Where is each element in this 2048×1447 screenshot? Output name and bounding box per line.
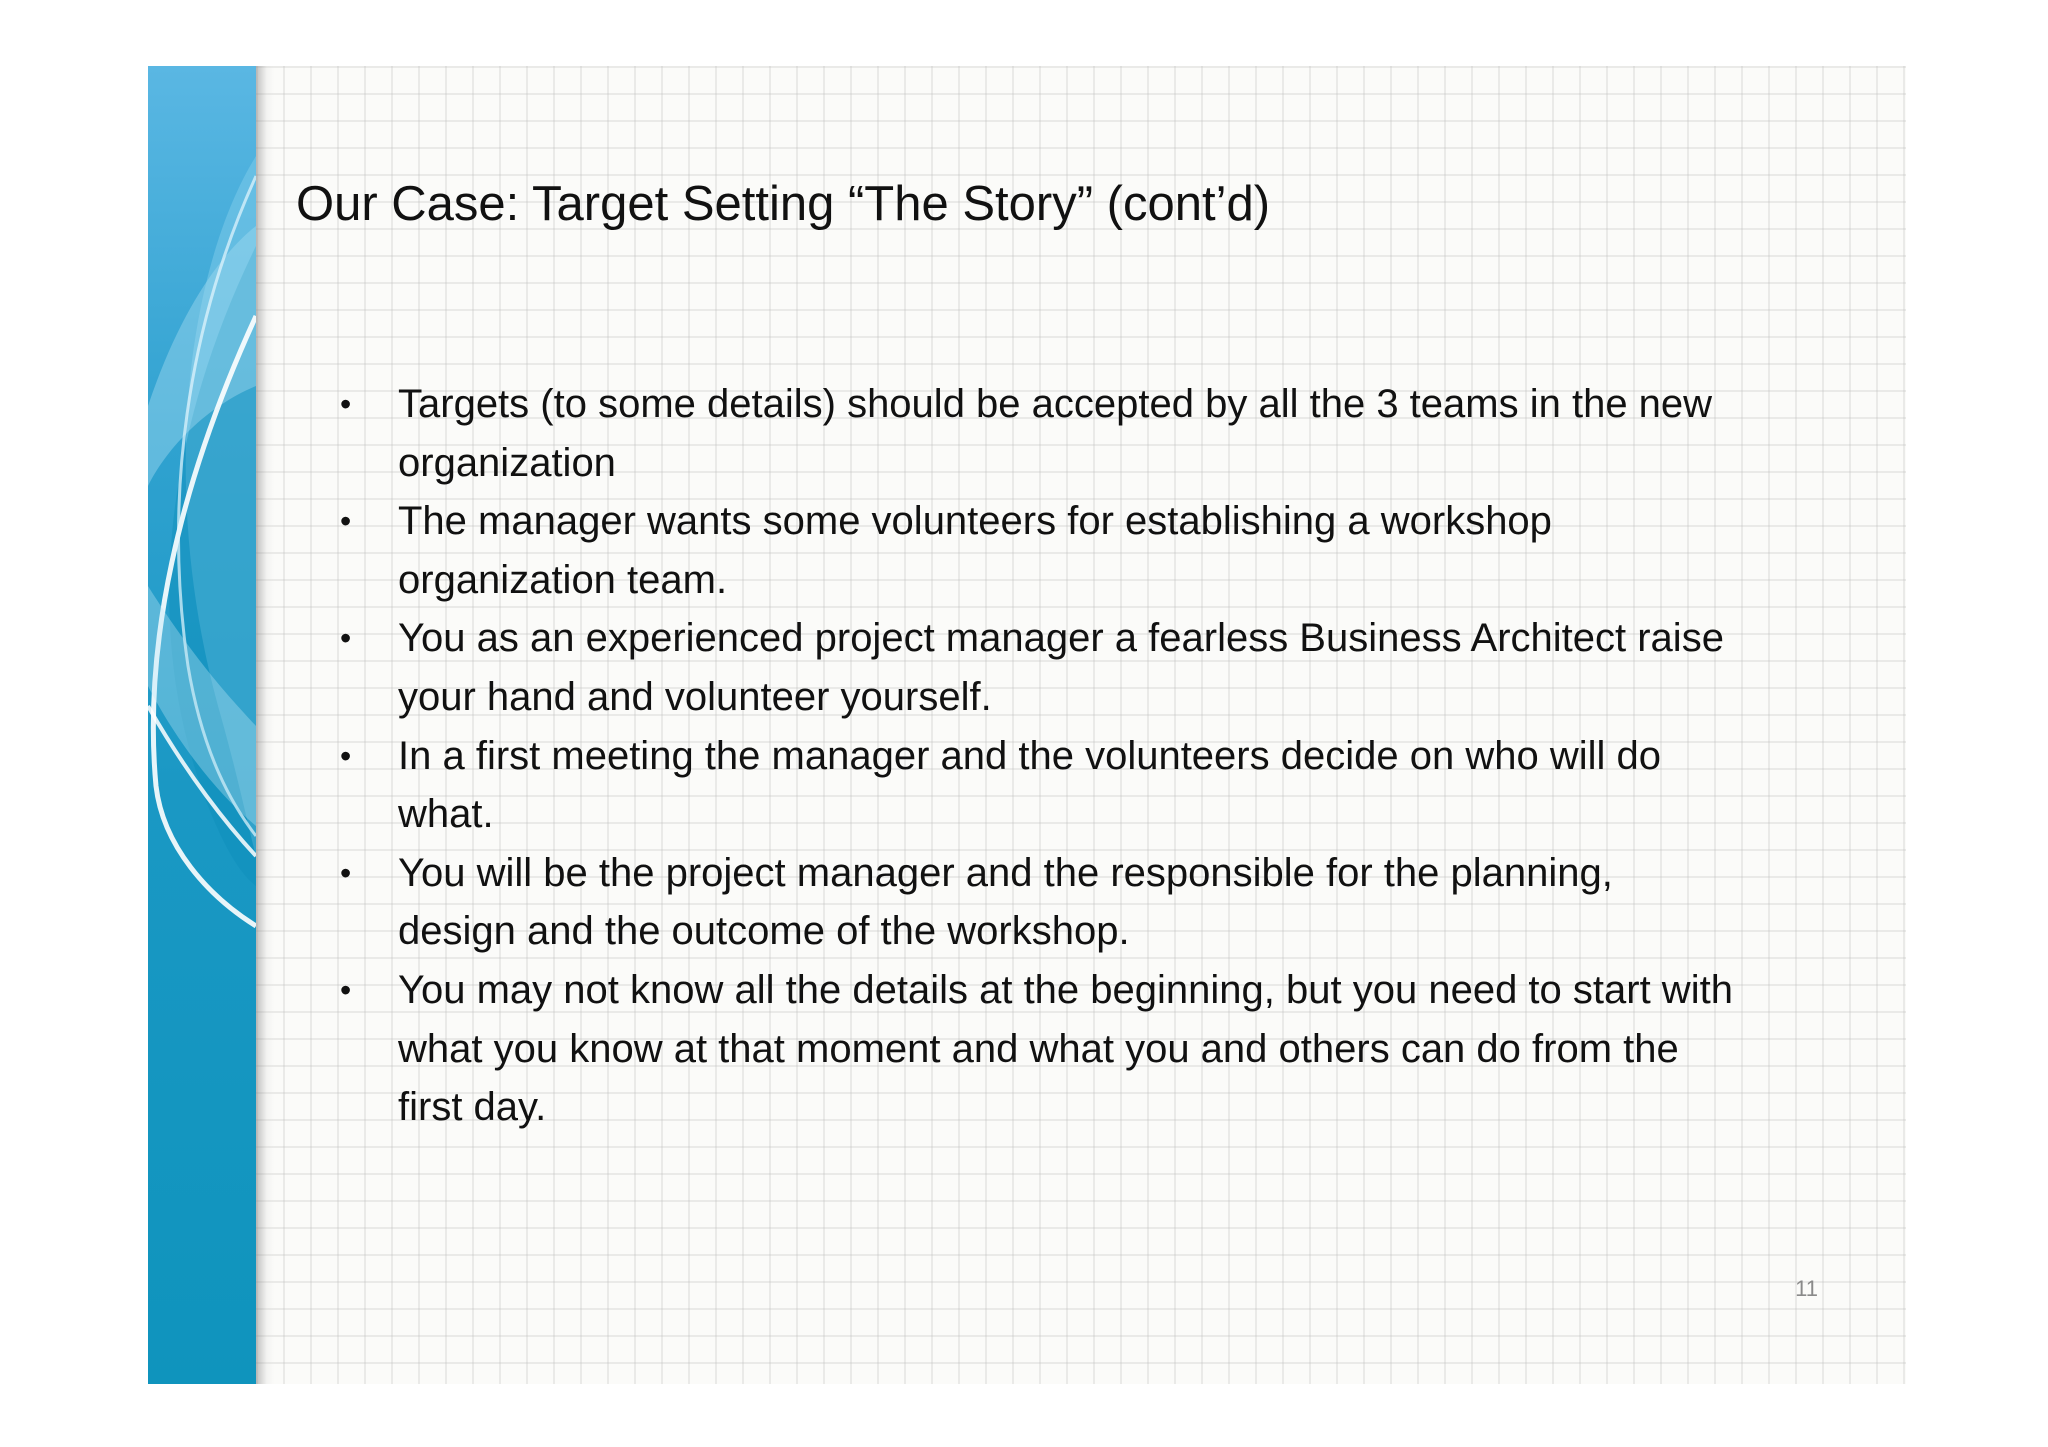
list-item [340,609,1740,726]
bullet-list [340,375,1740,1137]
band-shadow [256,66,274,1384]
bullet-text: You as an experienced project manager a fearless Business Architect raise your hand and volunteer yourself. [398,616,1724,719]
page-number: 11 [1795,1276,1818,1301]
bullet-text: You may not know all the details at the beginning, but you need to start with what you know at that moment and what you and others can do from the first day. [398,967,1733,1130]
bullet-icon: • [340,737,352,774]
list-item [340,961,1740,1137]
list-item [340,844,1740,961]
bullet-icon: • [340,971,352,1008]
bullet-text: You will be the project manager and the responsible for the planning, design and the outcome of the workshop. [398,850,1613,954]
bullet-text: Targets (to some details) should be accepted by all the 3 teams in the new organization [398,382,1713,485]
list-item [340,375,1740,492]
decorative-side-band [148,66,256,1384]
slide [148,66,1906,1384]
bullet-icon: • [340,620,352,657]
bullet-icon: • [340,386,352,422]
bullet-icon: • [340,503,352,540]
bullet-icon: • [340,854,352,891]
swirl-decoration-icon [148,66,256,1384]
bullet-text: The manager wants some volunteers for establishing a workshop organization team. [398,499,1552,602]
list-item [340,727,1740,844]
slide-title: Our Case: Target Setting “The Story” (cont’d) [296,177,1271,231]
list-item [340,492,1740,609]
bullet-text: In a first meeting the manager and the volunteers decide on who will do what. [398,733,1661,837]
